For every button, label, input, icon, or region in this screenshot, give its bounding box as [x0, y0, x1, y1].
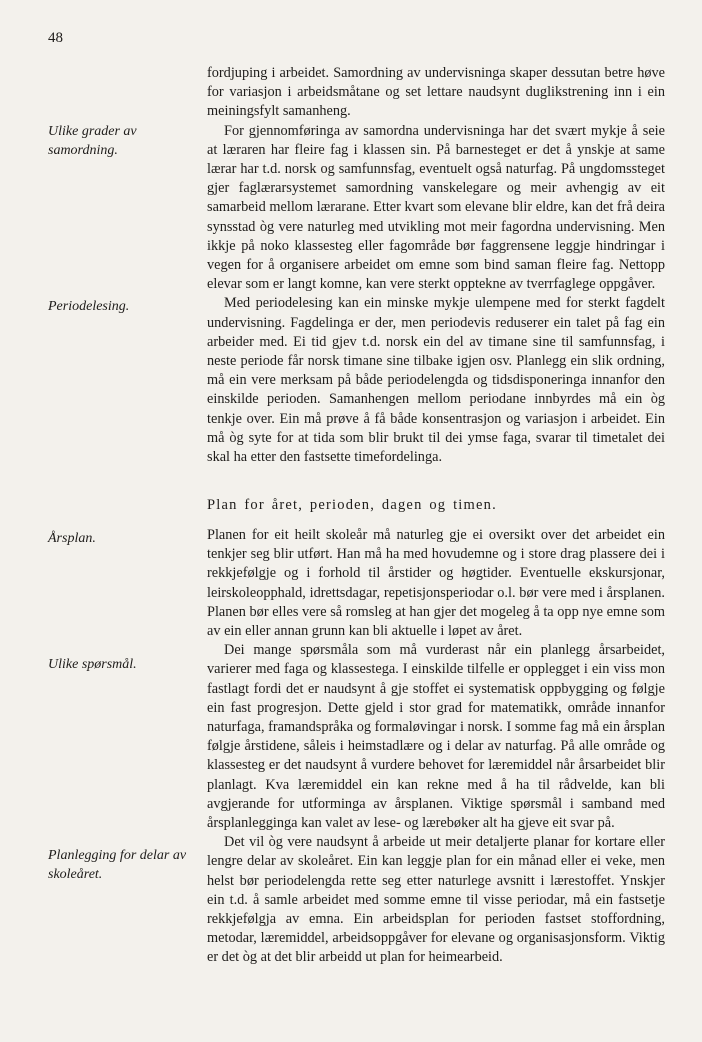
paragraph: fordjuping i arbeidet. Samordning av undervisninga skaper dessutan betre høve for variasjon i arbeidsmåtane og set lettare naudsynt duglikstrening inn i ein meiningsfylt samanheng. — [207, 65, 665, 120]
body-text-block-2 — [207, 526, 665, 968]
paragraph: Planen for eit heilt skoleår må naturleg gje ei oversikt over det arbeidet ein tenkjer seg blir utført. Han må ha med hovudemne og i store drag plassere dei i rekkjefølgje og i forhold til årstider og høgtider. Eventuelle ekskursjonar, leirskoleopphald, idrettsdagar, repetisjonsperiodar o.l. bør vere med i årsplanen. Planen bør elles vere så romsleg at han gjer det mogeleg å ta opp nye emne som av ein eller annan grunn kan bli aktuelle i løpet av året. — [207, 527, 665, 640]
paragraph: Det vil òg vere naudsynt å arbeide ut meir detaljerte planar for kortare eller lengre delar av skoleåret. Ein kan leggje plan for ein månad eller ei veke, men helst bør periodelengda rette seg etter naturlege avsnitt i lærestoffet. Ynskjer ein t.d. å samle arbeidet med somme emne til visse periodar, må ein fastsetje rekkjefølgja av emna. Ein arbeidsplan for perioden fastset stoffordning, metodar, læremiddel, arbeidsoppgåver for elevane og organisasjonsform. Viktig er det òg at det blir arbeidd ut plan for heimearbeid. — [207, 834, 665, 966]
section-heading: Plan for året, perioden, dagen og timen. — [207, 497, 497, 513]
margin-note-periodelesing: Periodelesing. — [48, 299, 130, 314]
margin-note-planlegging-delar: Planlegging for delar av skoleåret. — [48, 848, 187, 882]
paragraph: Dei mange spørsmåla som må vurderast når ein planlegg årsarbeidet, varierer med faga og klassestega. I einskilde tilfelle er opplegget i ein viss mon fastlagt fordi det er naudsynt å gje stoffet ei systematisk oppbygging og følgje ein fast progresjon. Dette gjeld i stor grad for matematikk, område innanfor naturfaga, framandspråka og formaløvingar i norsk. I somme fag må ein årsplan følgje årstidene, såleis i heimstadlære og i delar av naturfag. På alle område og klassesteg er det naudsynt å vurdere behovet for læremiddel når årsarbeidet blir planlagt. Kva læremiddel ein kan rekne med å ha til rådvelde, kan bli avgjerande for utforminga av årsplanen. Viktige spørsmål i samband med årsplanlegginga kan valet av lese- og lærebøker alt ha gjeve eit svar på. — [207, 642, 665, 832]
margin-note-ulike-grader: Ulike grader av samordning. — [48, 124, 137, 158]
margin-note-ulike-sporsmal: Ulike spørsmål. — [48, 657, 137, 672]
paragraph: For gjennomføringa av samordna undervisninga har det svært mykje å seie at læraren har fleire fag i klassen sin. På barnesteget er det å ynskje at same lærar har t.d. norsk og samfunnsfag, eventuelt også naturfag. På ungdomssteget gjer faglærarsystemet samordning vanskelegare og meir avhengig av eit samarbeid mellom lærarane. Etter kvart som elevane blir eldre, kan det frå deira synsstad òg vere naturleg med utvikling mot meir fagordna undervisning. Men ikkje på noko klassesteg eller fagområde bør faggrensene leggje hindringar i vegen for å organisere arbeidet om emne som bind saman fleire fag. Nettopp elevar som er langt komne, kan vere sterkt opptekne av tverrfaglege oppgåver. — [207, 122, 665, 293]
paragraph: Med periodelesing kan ein minske mykje ulempene med for sterkt fagdelt undervisning. Fagdelinga er der, men periodevis reduserer ein talet på fag ein arbeider med. Ei tid gjev t.d. norsk ein del av timane sine til samfunnsfag, i neste periode får norsk timane sine tilbake igjen osv. Planlegg ein slik ordning, må ein vere merksam på både periodelengda og tidsdisponeringa innanfor den einskilde perioden. Samanhengen mellom periodane innbyrdes må ein òg tenkje over. Ein må prøve å få både konsentrasjon og variasjon i arbeidet. Ein må òg syte for at tida som blir brukt til dei ymse faga, svarar til timetalet dei skal ha etter den fastsette timefordelinga. — [207, 295, 665, 466]
body-text-block-1 — [207, 64, 665, 467]
margin-note-arsplan: Årsplan. — [48, 531, 96, 546]
page-number: 48 — [48, 30, 63, 46]
